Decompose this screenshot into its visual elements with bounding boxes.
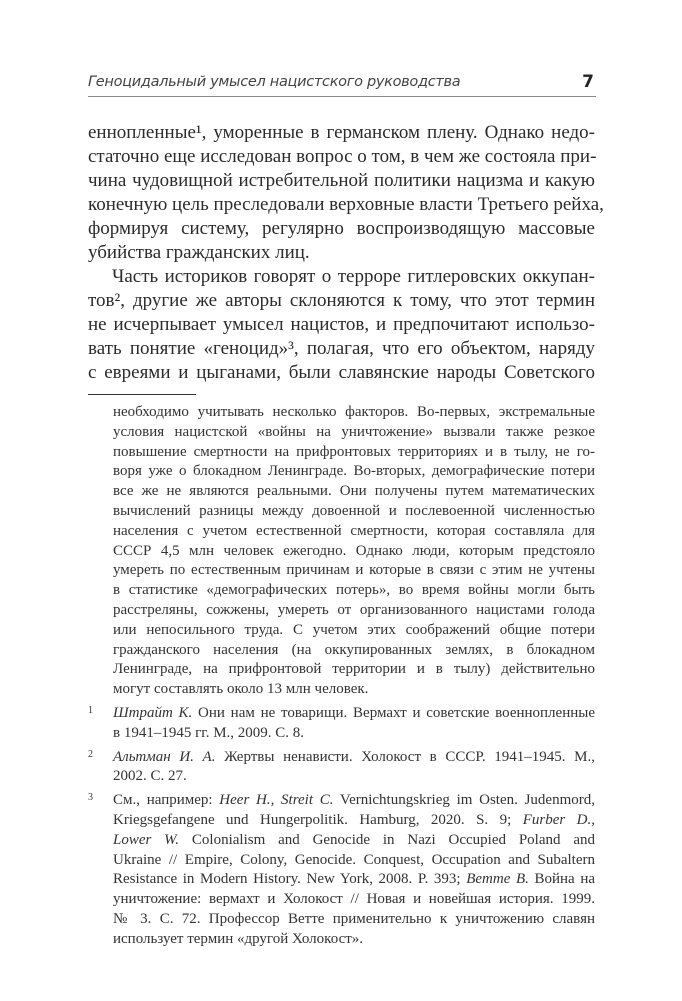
footnote-number: 2 bbox=[88, 748, 93, 760]
text-line: не исчерпывает умысел нацистов, и предпочитают использо- bbox=[88, 314, 595, 335]
footnote-line bbox=[113, 482, 595, 502]
footnote-text: или непосильного труда. С учетом этих соображений общие потери bbox=[113, 621, 595, 638]
footnote-line bbox=[113, 502, 595, 522]
footnote-line bbox=[113, 851, 595, 871]
footnote-text: в статистике «демографических потерь», во время войны могли быть bbox=[113, 582, 595, 599]
footnote-text: № 3. С. 72. Профессор Ветте применительно к уничтожению славян bbox=[113, 910, 595, 927]
footnote-number: 1 bbox=[88, 704, 93, 716]
footnote-line bbox=[113, 811, 595, 831]
footnote-line bbox=[113, 870, 595, 890]
text-line: убийства гражданских лиц. bbox=[88, 242, 310, 263]
footnote bbox=[88, 403, 595, 700]
footnote-line bbox=[113, 767, 595, 787]
footnote-line bbox=[113, 641, 595, 661]
footnote-line bbox=[113, 704, 595, 724]
paragraph bbox=[88, 121, 604, 265]
footnote-text: вычислений разницы между довоенной и послевоенной численностью bbox=[113, 502, 595, 519]
text-line: чина чудовищной истребительной политики нацизма и какую bbox=[88, 170, 595, 191]
footnote-text: необходимо учитывать несколько факторов. Во-первых, экстремальные bbox=[113, 404, 595, 420]
footnote-text: в 1941–1945 гг. М., 2009. С. 8. bbox=[113, 724, 305, 741]
footnote-separator bbox=[88, 394, 196, 395]
footnote-text: использует термин «другой Холокост». bbox=[113, 930, 364, 947]
footnote-line bbox=[113, 403, 595, 423]
citation-author: Lower W. bbox=[113, 831, 180, 848]
footnote-text: Colonialism and Genocide in Nazi Occupied Poland and bbox=[179, 831, 596, 848]
citation-author: Heer H., Streit C. bbox=[219, 792, 334, 809]
footnote-text: Resistance in Modern History. New York, 2008. P. 393; bbox=[113, 871, 467, 888]
text-line: тов², другие же авторы склоняются к тому, что этот термин bbox=[88, 290, 595, 311]
footnote-text: Ukraine // Empire, Colony, Genocide. Conquest, Occupation and Subaltern bbox=[113, 851, 595, 868]
footnotes bbox=[88, 403, 595, 954]
footnote-text: условия нацистской «войны на уничтожение» вызвали также резкое bbox=[113, 423, 595, 440]
footnote bbox=[88, 704, 595, 744]
footnote bbox=[88, 791, 595, 949]
footnote-text: населения с учетом естественной смертности, которая составляла для bbox=[113, 522, 595, 539]
footnote-line bbox=[113, 621, 595, 641]
running-header-title: Геноцидальный умысел нацистского руководства bbox=[88, 74, 461, 90]
footnote-text: Они нам не товарищи. Вермахт и советские военнопленные bbox=[192, 704, 595, 721]
citation-author: Штрайт К. bbox=[113, 704, 193, 721]
footnote-line bbox=[113, 890, 595, 910]
footnote-line bbox=[113, 601, 595, 621]
footnote-line bbox=[113, 522, 595, 542]
text-line: формируя систему, регулярно воспроизводящую массовые bbox=[88, 218, 595, 239]
footnote-text: Жертвы ненависти. Холокост в СССР. 1941–1945. М., bbox=[215, 748, 595, 765]
text-line: конечную цель преследовали верховные власти Третьего рейха, bbox=[88, 194, 604, 215]
footnote-text: воря уже о блокадном Ленинграде. Во-вторых, демографические потери bbox=[113, 463, 595, 480]
footnote-text: См., например: bbox=[113, 792, 220, 809]
footnote-text: гражданского населения (на оккупированных землях, в блокадном bbox=[113, 641, 595, 658]
footnote-line bbox=[113, 660, 595, 680]
text-line: с евреями и цыганами, были славянские народы Советского bbox=[88, 362, 595, 383]
text-line: Часть историков говорят о терроре гитлеровских оккупан- bbox=[112, 266, 595, 287]
footnote-line bbox=[113, 930, 595, 950]
footnote-line bbox=[113, 791, 595, 811]
page-number: 7 bbox=[582, 72, 594, 92]
text-line: статочно еще исследован вопрос о том, в чем же состояла при- bbox=[88, 146, 597, 167]
footnote-line bbox=[113, 831, 595, 851]
citation-author: Альтман И. А. bbox=[113, 748, 216, 765]
footnote-text: Война на bbox=[528, 871, 596, 888]
footnote-line bbox=[113, 423, 595, 443]
footnote-text: Kriegsgefangene und Hungerpolitik. Hamburg, 2020. S. 9; bbox=[113, 811, 523, 828]
footnote-line bbox=[113, 581, 595, 601]
footnote-text: все же не являются реальными. Они получены путем математических bbox=[113, 483, 595, 500]
footnote-line bbox=[113, 910, 595, 930]
text-line: еннопленные¹, уморенные в германском плену. Однако недо- bbox=[88, 122, 595, 143]
main-text bbox=[88, 121, 604, 385]
footnote-text: расстреляны, сожжены, умереть от организованного нацистами голода bbox=[113, 601, 595, 618]
running-header bbox=[88, 72, 596, 97]
footnote-line bbox=[113, 748, 595, 768]
footnote-text: Vernichtungskrieg im Osten. Judenmord, bbox=[333, 792, 595, 809]
footnote-line bbox=[113, 561, 595, 581]
footnote-text: Ленинграде, на прифронтовой территории и в тылу) действительно bbox=[113, 661, 595, 678]
text-line: вать понятие «геноцид»³, полагая, что его объектом, наряду bbox=[88, 338, 595, 359]
paragraph bbox=[88, 265, 595, 385]
footnote-text: повышение смертности на прифронтовых территориях и в тылу, не го- bbox=[113, 443, 595, 460]
footnote-text: уничтожение: вермахт и Холокост // Новая и новейшая история. 1999. bbox=[113, 891, 595, 908]
citation-author: Bemme B. bbox=[466, 871, 529, 888]
footnote bbox=[88, 748, 595, 788]
footnote-line bbox=[113, 443, 595, 463]
footnote-text: могут составлять около 13 млн человек. bbox=[113, 681, 369, 698]
citation-author: Furber D., bbox=[522, 811, 595, 828]
footnote-line bbox=[113, 542, 595, 562]
footnote-text: 2002. С. 27. bbox=[113, 768, 187, 785]
footnote-line bbox=[113, 680, 595, 700]
footnote-line bbox=[113, 462, 595, 482]
footnote-text: умереть по естественным причинам и которые в связи с этим не учтены bbox=[113, 562, 595, 579]
footnote-text: СССР 4,5 млн человек ежегодно. Однако люди, которым предстояло bbox=[113, 542, 595, 559]
footnote-line bbox=[113, 724, 595, 744]
footnote-number: 3 bbox=[88, 792, 93, 804]
